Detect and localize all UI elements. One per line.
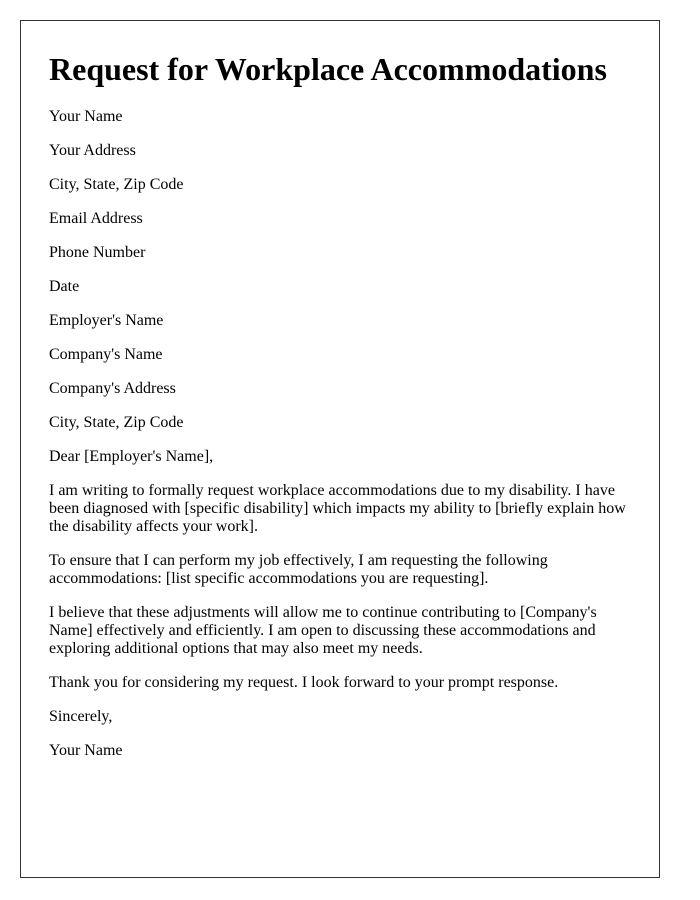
sender-email: Email Address (49, 210, 143, 227)
recipient-address: Company's Address (49, 380, 176, 397)
sender-address: Your Address (49, 142, 136, 159)
body-paragraph-1: I am writing to formally request workplace accommodations due to my disability. I have been diagnosed with [specific disability] which impacts my ability to [briefly explain how the disability affects your work]. (49, 482, 626, 535)
recipient-name: Employer's Name (49, 312, 164, 329)
recipient-company: Company's Name (49, 346, 163, 363)
recipient-city-state-zip: City, State, Zip Code (49, 414, 184, 431)
closing: Sincerely, (49, 708, 113, 725)
sender-name: Your Name (49, 108, 123, 125)
letter-page (20, 20, 660, 878)
salutation: Dear [Employer's Name], (49, 448, 214, 465)
letter-title: Request for Workplace Accommodations (49, 51, 607, 87)
letter-date: Date (49, 278, 80, 295)
signature: Your Name (49, 742, 123, 759)
sender-phone: Phone Number (49, 244, 146, 261)
body-paragraph-4: Thank you for considering my request. I look forward to your prompt response. (49, 674, 559, 691)
body-paragraph-3: I believe that these adjustments will allow me to continue contributing to [Company's Name] effectively and efficiently. I am open to discussing these accommodations and exploring additional options that may also meet my needs. (49, 604, 597, 657)
body-paragraph-2: To ensure that I can perform my job effectively, I am requesting the following accommodations: [list specific accommodations you are requesting]. (49, 552, 548, 587)
sender-city-state-zip: City, State, Zip Code (49, 176, 184, 193)
